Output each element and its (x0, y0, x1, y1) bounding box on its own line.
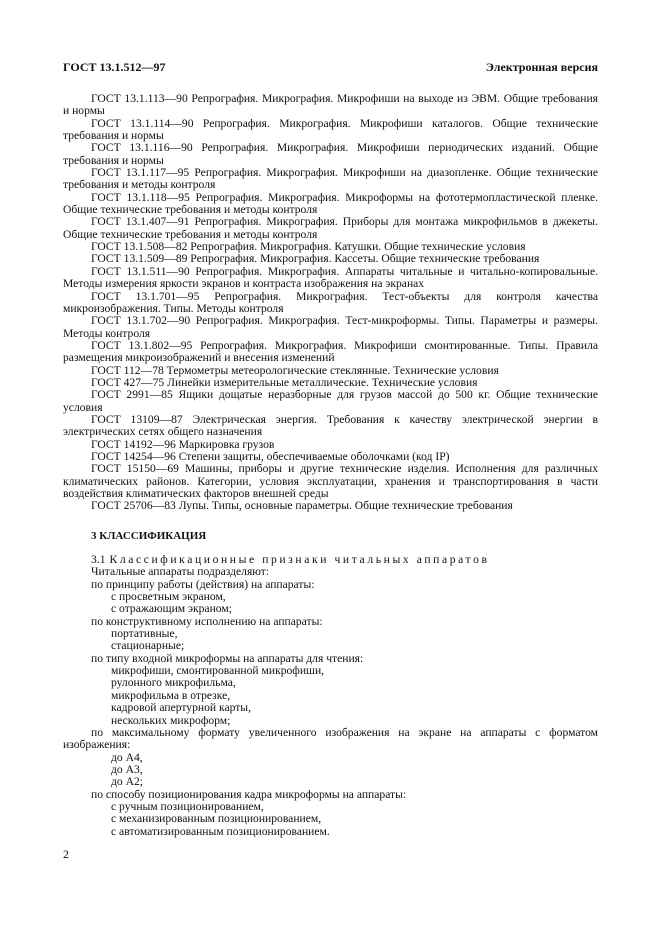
list-item: рулонного микрофильма, (111, 676, 236, 690)
page-content (63, 93, 598, 838)
list-item: с механизированным позиционированием, (111, 812, 322, 826)
reference-item: ГОСТ 13.1.508—82 Репрография. Микрография. Катушки. Общие технические условия (91, 240, 526, 254)
list-item: портативные, (111, 627, 178, 641)
group-lead: по принципу работы (действия) на аппараты: (91, 577, 315, 591)
reference-item: ГОСТ 427—75 Линейки измерительные металлические. Технические условия (91, 375, 478, 389)
reference-item: ГОСТ 13.1.509—89 Репрография. Микрография. Кассеты. Общие технические требования (91, 252, 540, 266)
subsection-number: 3.1 (91, 553, 106, 567)
group-lead: по способу позиционирования кадра микроформы на аппараты: (91, 787, 407, 801)
reference-item: ГОСТ 13.1.114—90 Репрография. Микрография. Микрофиши каталогов. Общие технические требования и нормы (63, 116, 598, 143)
list-item: до А4, (111, 750, 143, 764)
group-lead: по конструктивному исполнению на аппараты: (91, 614, 323, 628)
reference-item: ГОСТ 13.1.117—95 Репрография. Микрография. Микрофиши на диазопленке. Общие технические требования и методы контроля (63, 166, 598, 192)
references-list (63, 93, 598, 513)
list-item: нескольких микроформ; (111, 713, 231, 727)
list-item: с просветным экраном, (111, 590, 226, 604)
reference-item: ГОСТ 2991—85 Ящики дощатые неразборные для грузов массой до 500 кг. Общие технические условия (63, 388, 598, 414)
reference-item: ГОСТ 13.1.702—90 Репрография. Микрография. Тест-микроформы. Типы. Параметры и размеры. Методы контроля (63, 314, 598, 340)
reference-item: ГОСТ 13.1.701—95 Репрография. Микрография. Тест-объекты для контроля качества микроизображения. Типы. Методы контроля (63, 289, 598, 315)
group-lead: по максимальному формату увеличенного изображения на экране на аппараты с форматом изображения: (63, 725, 598, 752)
list-item: до А2; (111, 775, 143, 789)
group-lead: по типу входной микроформы на аппараты для чтения: (91, 651, 364, 665)
section-title: 3 КЛАССИФИКАЦИЯ (91, 529, 207, 542)
reference-item: ГОСТ 13109—87 Электрическая энергия. Требования к качеству электрической энергии в электрических сетях общего назначения (63, 412, 598, 439)
list-item: кадровой апертурной карты, (111, 701, 251, 715)
version-label: Электронная версия (485, 60, 598, 74)
page-number: 2 (63, 847, 69, 861)
standard-designation: ГОСТ 13.1.512—97 (63, 60, 166, 74)
reference-item: ГОСТ 13.1.511—90 Репрография. Микрография. Аппараты читальные и читально-копировальные. Методы измерения яркости экранов и контраста изображения на экранах (63, 264, 598, 291)
reference-item: ГОСТ 14254—96 Степени защиты, обеспечиваемые оболочками (код IP) (91, 449, 450, 463)
list-item: микрофильма в отрезке, (111, 688, 231, 702)
list-item: с автоматизированным позиционированием. (111, 824, 330, 838)
list-item: с ручным позиционированием, (111, 799, 264, 813)
reference-item: ГОСТ 112—78 Термометры метеорологические стеклянные. Технические условия (91, 363, 499, 377)
classification-intro: Читальные аппараты подразделяют: (91, 565, 270, 579)
list-item: до А3, (111, 762, 143, 776)
reference-item: ГОСТ 13.1.118—95 Репрография. Микрография. Микроформы на фототермопластической пленке. Общие технические требования и методы контроля (63, 190, 598, 217)
list-item: стационарные; (111, 639, 185, 653)
reference-item: ГОСТ 25706—83 Лупы. Типы, основные параметры. Общие технические требования (91, 499, 513, 513)
subsection-title: Классификационные признаки читальных аппаратов (109, 553, 490, 567)
reference-item: ГОСТ 13.1.407—91 Репрография. Микрография. Приборы для монтажа микрофильмов в джекеты. Общие технические требования и методы контроля (63, 215, 598, 241)
reference-item: ГОСТ 15150—69 Машины, приборы и другие технические изделия. Исполнения для различных климатических районов. Категории, условия эксплуатации, хранения и транспортирования в части воздействия климатических факторов внешней среды (63, 462, 598, 500)
reference-item: ГОСТ 14192—96 Маркировка грузов (91, 437, 275, 451)
reference-item: ГОСТ 13.1.113—90 Репрография. Микрография. Микрофиши на выходе из ЭВМ. Общие требования и нормы (63, 92, 598, 118)
reference-item: ГОСТ 13.1.116—90 Репрография. Микрография. Микрофиши периодических изданий. Общие требования и нормы (63, 141, 598, 167)
list-item: с отражающим экраном; (111, 602, 232, 616)
reference-item: ГОСТ 13.1.802—95 Репрография. Микрография. Микрофиши смонтированные. Типы. Правила размещения микроизображений и внесения изменений (63, 338, 598, 365)
list-item: микрофиши, смонтированной микрофиши, (111, 664, 325, 678)
